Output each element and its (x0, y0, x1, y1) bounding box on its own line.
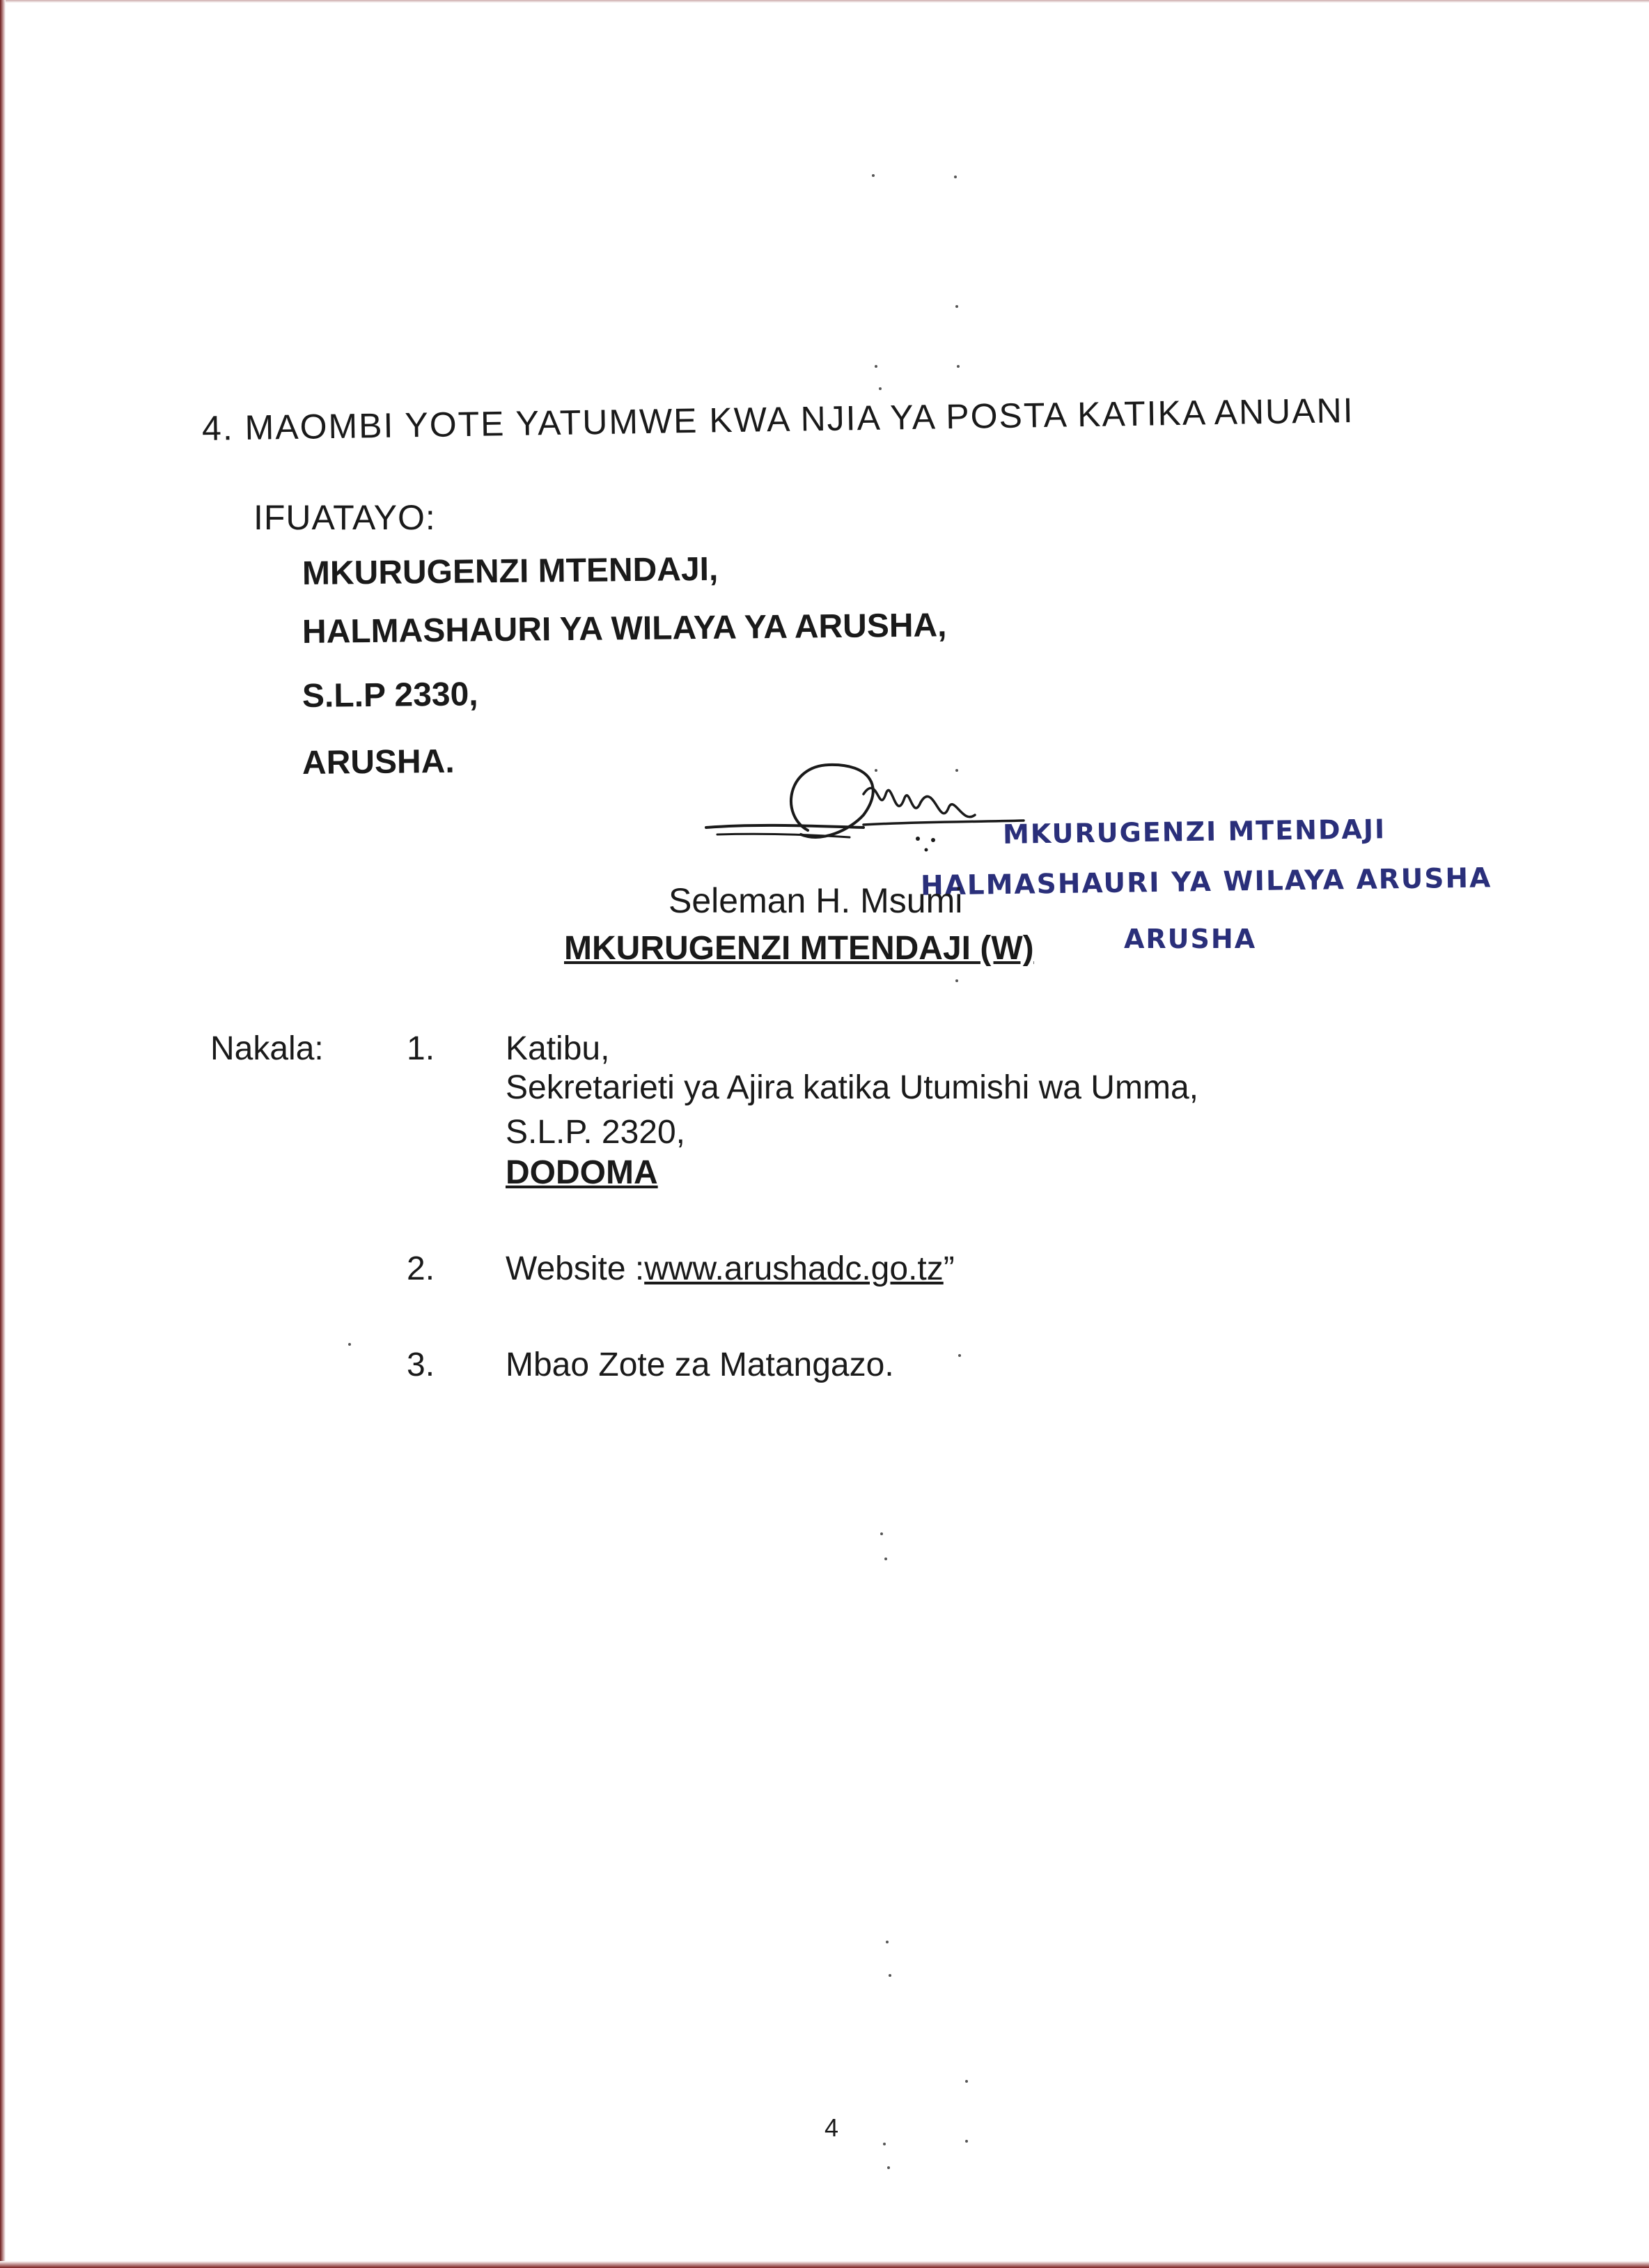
copies-label: Nakala: (210, 1030, 324, 1067)
scan-speck (886, 1941, 889, 1943)
copy-line: Katibu, (506, 1030, 610, 1067)
page-edge-bottom (0, 2261, 1649, 2268)
scan-speck (965, 2140, 968, 2143)
stamp-line: ARUSHA (1124, 924, 1257, 954)
scan-speck (883, 2143, 886, 2145)
scan-speck (954, 176, 957, 178)
copy-line: Mbao Zote za Matangazo. (506, 1346, 894, 1383)
website-suffix: ” (943, 1250, 955, 1287)
scan-speck (957, 365, 960, 368)
copy-line: Sekretarieti ya Ajira katika Utumishi wa Umma, (506, 1069, 1198, 1106)
copy-line: S.L.P. 2320, (506, 1114, 685, 1151)
copy-website (506, 1250, 955, 1288)
page-edge-left (0, 0, 6, 2268)
stamp-line: MKURUGENZI MTENDAJI (1002, 814, 1386, 850)
scan-speck (958, 1354, 961, 1357)
signatory-title: MKURUGENZI MTENDAJI (W) (564, 930, 1034, 967)
scan-speck (348, 1343, 351, 1346)
website-link[interactable]: www.arushadc.go.tz (644, 1250, 944, 1287)
handwritten-signature (703, 752, 1031, 878)
stamp-line: HALMASHAURI YA WILAYA ARUSHA (920, 862, 1492, 902)
scan-speck (889, 1974, 891, 1977)
scan-speck (884, 1558, 887, 1560)
scan-speck (887, 2166, 890, 2169)
scan-speck (872, 174, 875, 177)
page-number: 4 (824, 2113, 839, 2142)
address-line: S.L.P 2330, (302, 676, 478, 715)
item4-heading-line1: 4. MAOMBI YOTE YATUMWE KWA NJIA YA POSTA KATIKA ANUANI (201, 391, 1354, 448)
scan-speck (955, 979, 958, 982)
website-prefix: Website : (506, 1250, 645, 1287)
page-edge-top (0, 0, 1649, 3)
scan-speck (880, 1532, 883, 1535)
address-line: ARUSHA. (302, 743, 455, 782)
copy-line-city: DODOMA (506, 1154, 658, 1191)
scan-speck (955, 305, 958, 308)
copy-number: 3. (407, 1346, 435, 1383)
signatory-name: Seleman H. Msumi (669, 881, 963, 920)
address-line: MKURUGENZI MTENDAJI, (302, 550, 719, 592)
copy-number: 1. (407, 1030, 435, 1067)
scan-speck (879, 387, 882, 390)
scan-speck (965, 2080, 968, 2083)
item4-heading-line2: IFUATAYO: (253, 498, 436, 537)
address-line: HALMASHAURI YA WILAYA YA ARUSHA, (302, 607, 947, 651)
scan-speck (875, 365, 877, 368)
copy-number: 2. (407, 1250, 435, 1287)
